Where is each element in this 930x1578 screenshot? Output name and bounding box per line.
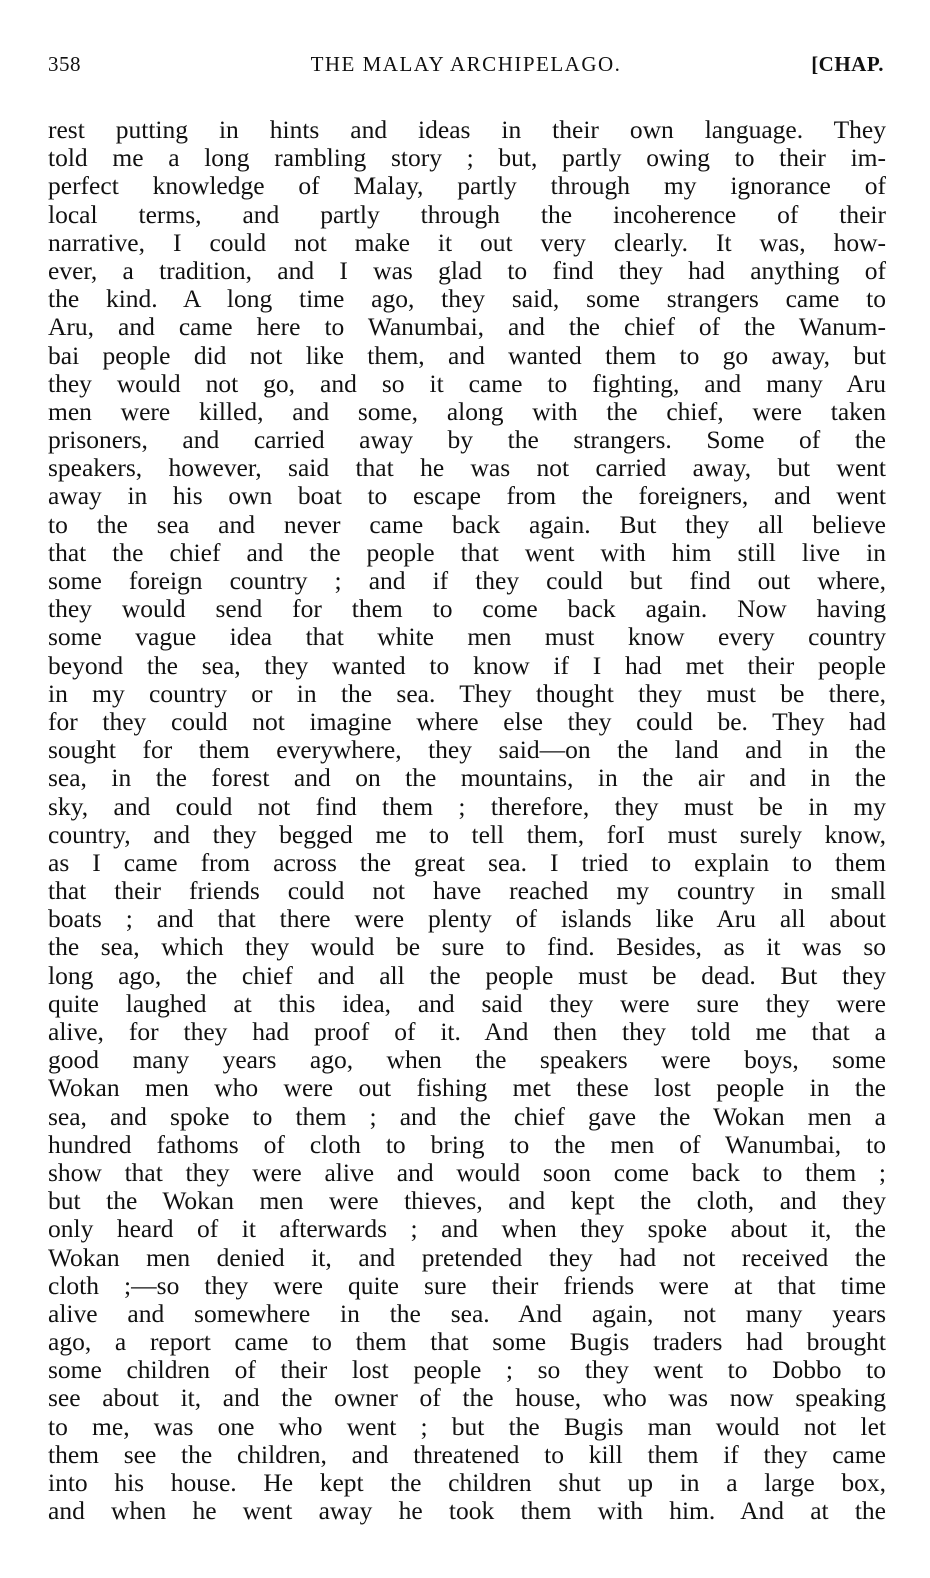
text-line: in my country or in the sea. They thought they must be there, bbox=[48, 678, 886, 708]
text-line: cloth ;—so they were quite sure their friends were at that time bbox=[48, 1270, 886, 1300]
text-line: quite laughed at this idea, and said they were sure they were bbox=[48, 988, 886, 1018]
text-line: the sea, which they would be sure to find. Besides, as it was so bbox=[48, 932, 886, 962]
text-line: the kind. A long time ago, they said, some strangers came to bbox=[48, 284, 886, 314]
text-line: they would not go, and so it came to fighting, and many Aru bbox=[48, 368, 886, 398]
text-line: Wokan men who were out fishing met these lost people in the bbox=[48, 1073, 886, 1103]
text-line: for they could not imagine where else they could be. They had bbox=[48, 706, 886, 736]
page-number: 358 bbox=[48, 52, 81, 76]
text-line: they would send for them to come back again. Now having bbox=[48, 594, 886, 624]
text-line: ago, a report came to them that some Bugis traders had brought bbox=[48, 1327, 886, 1357]
text-line: Wokan men denied it, and pretended they had not received the bbox=[48, 1242, 886, 1272]
text-line: told me a long rambling story ; but, partly owing to their im- bbox=[48, 143, 886, 173]
text-line: to me, was one who went ; but the Bugis man would not let bbox=[48, 1411, 886, 1441]
body-text bbox=[48, 116, 886, 1525]
text-line: show that they were alive and would soon come back to them ; bbox=[48, 1157, 886, 1187]
text-line: that their friends could not have reached my country in small bbox=[48, 876, 886, 906]
text-line: sea, and spoke to them ; and the chief gave the Wokan men a bbox=[48, 1101, 886, 1131]
text-line: that the chief and the people that went with him still live in bbox=[48, 537, 886, 567]
text-line: some foreign country ; and if they could but find out where, bbox=[48, 566, 886, 595]
text-line: men were killed, and some, along with the chief, were taken bbox=[48, 396, 886, 426]
text-line: long ago, the chief and all the people must be dead. But they bbox=[48, 960, 886, 990]
text-line: some children of their lost people ; so they went to Dobbo to bbox=[48, 1355, 886, 1385]
chapter-reference: [CHAP. bbox=[811, 52, 884, 76]
text-line: hundred fathoms of cloth to bring to the men of Wanumbai, to bbox=[48, 1129, 886, 1159]
text-line: to the sea and never came back again. But they all believe bbox=[48, 509, 886, 539]
text-line: and when he went away he took them with him. And at the bbox=[48, 1496, 886, 1526]
text-line: ever, a tradition, and I was glad to find they had anything of bbox=[48, 255, 886, 285]
text-line: alive, for they had proof of it. And then they told me that a bbox=[48, 1017, 886, 1046]
text-line: alive and somewhere in the sea. And again, not many years bbox=[48, 1298, 886, 1328]
text-line: see about it, and the owner of the house, who was now speaking bbox=[48, 1383, 886, 1413]
text-line: as I came from across the great sea. I tried to explain to them bbox=[48, 847, 886, 877]
text-line: but the Wokan men were thieves, and kept the cloth, and they bbox=[48, 1186, 886, 1216]
text-line: prisoners, and carried away by the strangers. Some of the bbox=[48, 425, 886, 455]
text-line: away in his own boat to escape from the foreigners, and went bbox=[48, 481, 886, 511]
text-line: them see the children, and threatened to kill them if they came bbox=[48, 1439, 886, 1469]
text-line: rest putting in hints and ideas in their own language. They bbox=[48, 115, 886, 144]
text-line: speakers, however, said that he was not carried away, but went bbox=[48, 453, 886, 483]
text-line: narrative, I could not make it out very clearly. It was, how- bbox=[48, 227, 886, 257]
running-head bbox=[48, 52, 884, 82]
text-line: beyond the sea, they wanted to know if I had met their people bbox=[48, 650, 886, 680]
text-line: country, and they begged me to tell them, forI must surely know, bbox=[48, 819, 886, 849]
text-line: local terms, and partly through the incoherence of their bbox=[48, 199, 886, 229]
text-line: some vague idea that white men must know every country bbox=[48, 622, 886, 652]
text-line: bai people did not like them, and wanted them to go away, but bbox=[48, 340, 886, 370]
text-line: only heard of it afterwards ; and when they spoke about it, the bbox=[48, 1214, 886, 1244]
text-line: sea, in the forest and on the mountains, in the air and in the bbox=[48, 763, 886, 793]
text-line: good many years ago, when the speakers were boys, some bbox=[48, 1045, 886, 1075]
text-line: perfect knowledge of Malay, partly through my ignorance of bbox=[48, 171, 886, 201]
text-line: boats ; and that there were plenty of islands like Aru all about bbox=[48, 904, 886, 934]
text-line: sky, and could not find them ; therefore, they must be in my bbox=[48, 791, 886, 821]
text-line: sought for them everywhere, they said—on the land and in the bbox=[48, 735, 886, 765]
text-line: into his house. He kept the children shut up in a large box, bbox=[48, 1468, 886, 1497]
running-title: THE MALAY ARCHIPELAGO. bbox=[310, 52, 622, 76]
text-line: Aru, and came here to Wanumbai, and the chief of the Wanum- bbox=[48, 312, 886, 342]
